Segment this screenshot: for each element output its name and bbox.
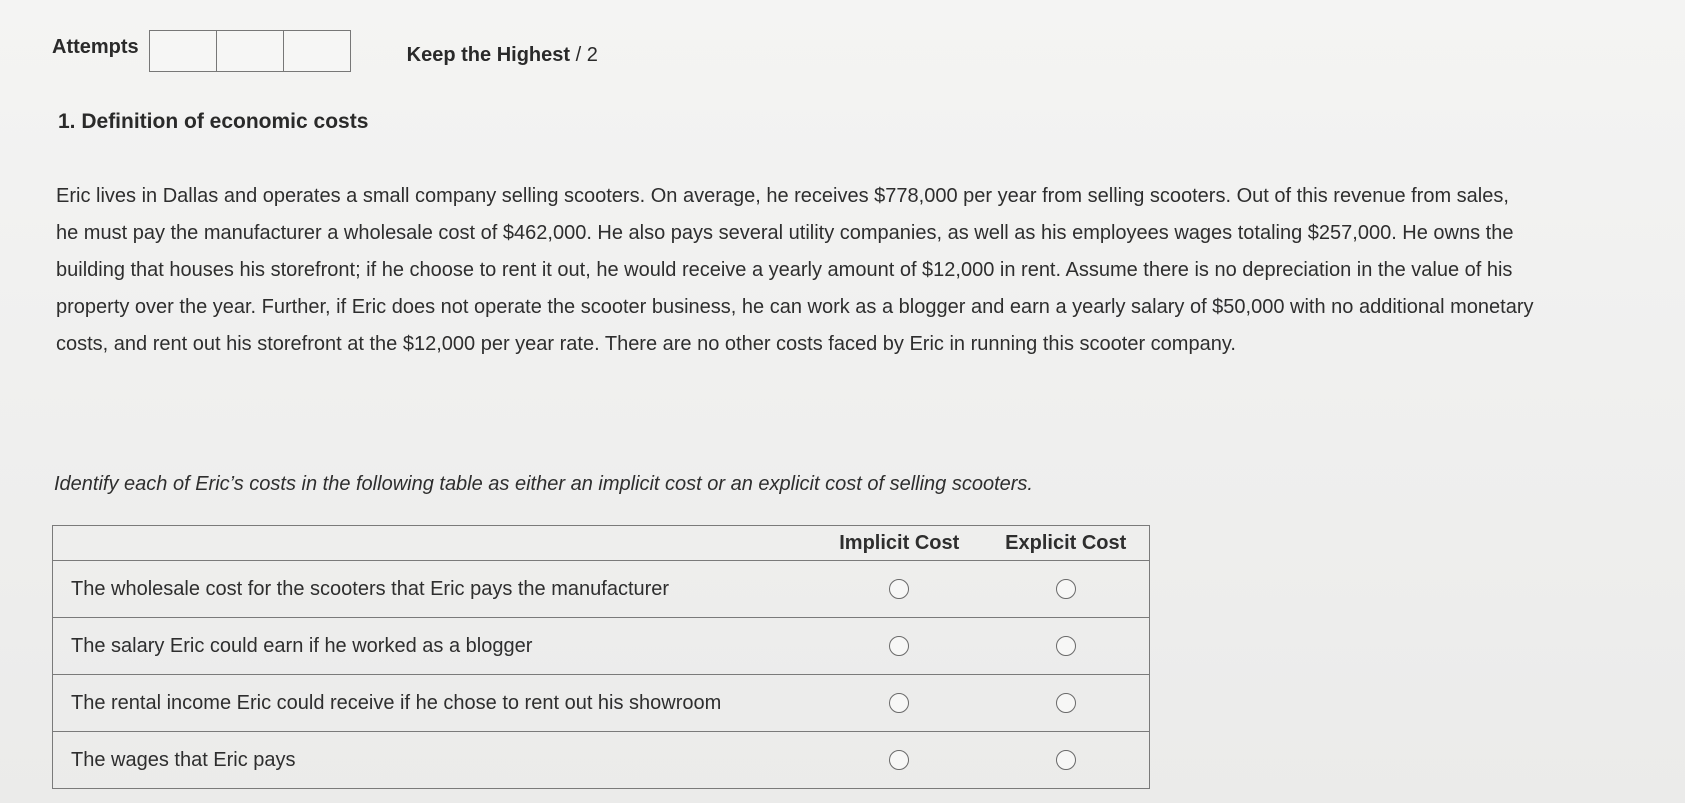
keep-highest-separator: / <box>575 44 582 66</box>
radio-explicit-wholesale[interactable] <box>1056 579 1076 599</box>
table-row <box>53 675 1150 732</box>
cell-implicit <box>816 732 982 789</box>
attempt-box-3 <box>284 31 350 71</box>
attempt-box-2 <box>217 31 284 71</box>
cell-implicit <box>816 675 982 732</box>
radio-explicit-wages[interactable] <box>1056 750 1076 770</box>
table-row <box>53 618 1150 675</box>
keep-highest-text: Keep the Highest <box>406 44 571 66</box>
radio-explicit-blogger-salary[interactable] <box>1056 636 1076 656</box>
cell-implicit <box>816 561 982 618</box>
table-header-row <box>53 526 1150 561</box>
keep-highest-value: 2 <box>586 44 598 66</box>
row-label-rental-income: The rental income Eric could receive if he chose to rent out his showroom <box>53 675 817 732</box>
keep-highest-label <box>407 44 598 67</box>
row-label-blogger-salary: The salary Eric could earn if he worked as a blogger <box>53 618 817 675</box>
table-header-blank <box>53 526 817 561</box>
radio-implicit-wages[interactable] <box>889 750 909 770</box>
radio-explicit-rental-income[interactable] <box>1056 693 1076 713</box>
cost-classification-table <box>52 525 1150 789</box>
radio-implicit-rental-income[interactable] <box>889 693 909 713</box>
question-title: 1. Definition of economic costs <box>58 110 369 133</box>
cell-explicit <box>983 618 1150 675</box>
cell-explicit <box>983 561 1150 618</box>
question-body: Eric lives in Dallas and operates a small company selling scooters. On average, he receives $778,000 per year from selling scooters. Out of this revenue from sales, he must pay the manufacturer a wholesale cost of $462,000. He also pays several utility companies, as well as his employees wages totaling $257,000. He owns the building that houses his storefront; if he choose to rent it out, he would receive a yearly amount of $12,000 in rent. Assume there is no depreciation in the value of his property over the year. Further, if Eric does not operate the scooter business, he can work as a blogger and earn a yearly salary of $50,000 with no additional monetary costs, and rent out his storefront at the $12,000 per year rate. There are no other costs faced by Eric in running this scooter company. <box>56 185 1534 355</box>
table-row <box>53 561 1150 618</box>
column-header-implicit: Implicit Cost <box>816 526 982 561</box>
radio-implicit-blogger-salary[interactable] <box>889 636 909 656</box>
table-row <box>53 732 1150 789</box>
row-label-wholesale: The wholesale cost for the scooters that Eric pays the manufacturer <box>53 561 817 618</box>
attempt-boxes <box>149 30 351 72</box>
attempt-box-1 <box>150 31 217 71</box>
cell-implicit <box>816 618 982 675</box>
radio-implicit-wholesale[interactable] <box>889 579 909 599</box>
cell-explicit <box>983 732 1150 789</box>
attempts-label: Attempts <box>52 36 139 58</box>
row-label-wages: The wages that Eric pays <box>53 732 817 789</box>
question-prompt: Identify each of Eric’s costs in the following table as either an implicit cost or an explicit cost of selling scooters. <box>54 473 1033 495</box>
cell-explicit <box>983 675 1150 732</box>
column-header-explicit: Explicit Cost <box>983 526 1150 561</box>
attempts-row <box>52 30 598 72</box>
